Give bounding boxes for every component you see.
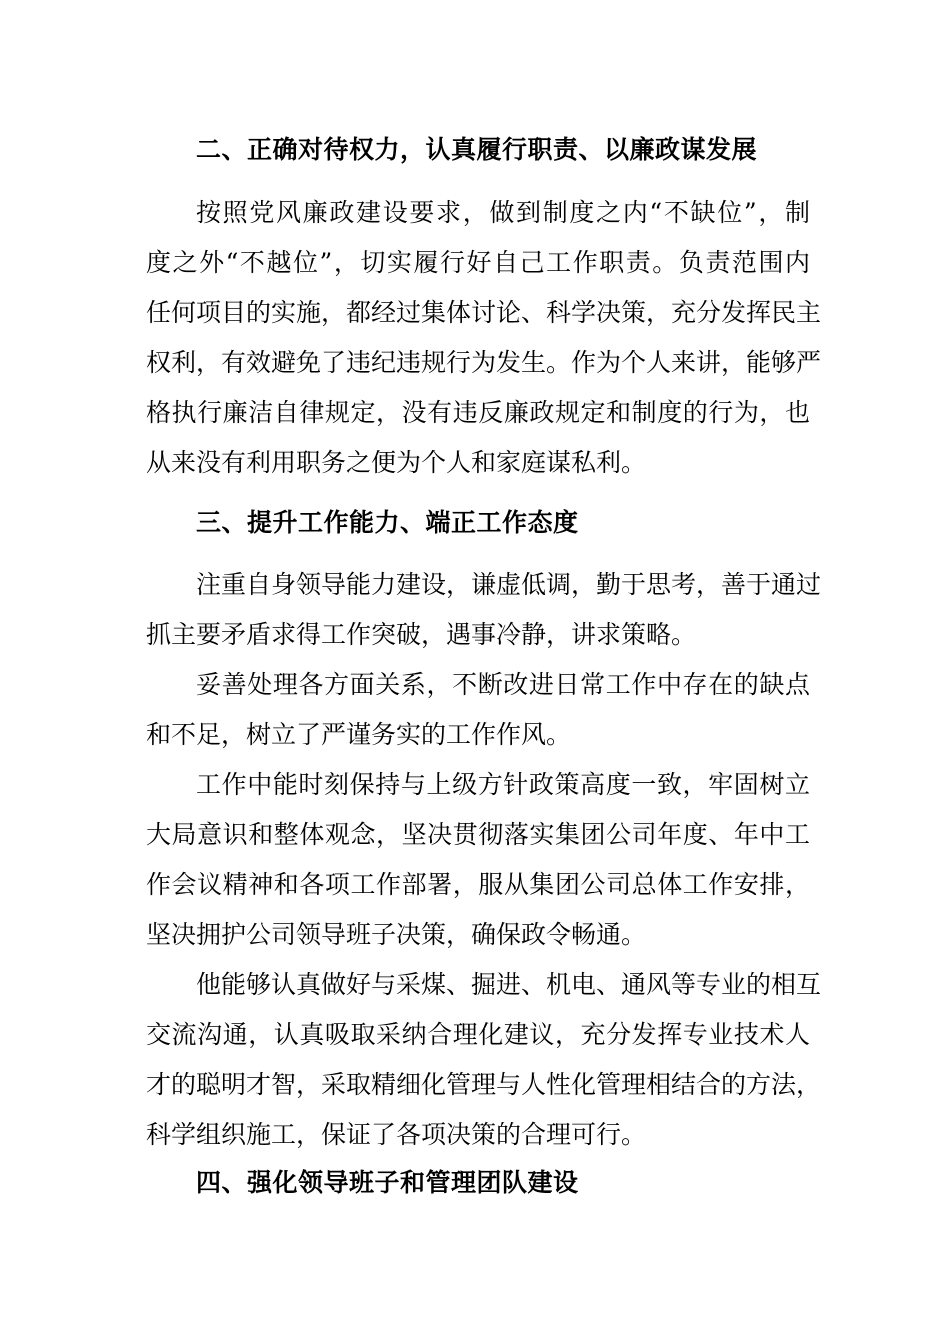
paragraph-line: 作会议精神和各项工作部署，服从集团公司总体工作安排，: [146, 870, 810, 899]
paragraph-line: 按照党风廉政建设要求，做到制度之内“不缺位”，制: [196, 198, 810, 227]
paragraph-line: 从来没有利用职务之便为个人和家庭谋私利。: [146, 448, 647, 477]
paragraph-line: 权利，有效避免了违纪违规行为发生。作为个人来讲，能够严: [146, 348, 822, 377]
paragraph-line: 任何项目的实施，都经过集体讨论、科学决策，充分发挥民主: [146, 298, 822, 327]
paragraph-line: 注重自身领导能力建设，谦虚低调，勤于思考，善于通过: [196, 570, 822, 599]
paragraph-line: 大局意识和整体观念，坚决贯彻落实集团公司年度、年中工: [146, 820, 810, 849]
paragraph-line: 抓主要矛盾求得工作突破，遇事冷静，讲求策略。: [146, 620, 697, 649]
paragraph-line: 才的聪明才智，采取精细化管理与人性化管理相结合的方法，: [146, 1070, 822, 1099]
paragraph-line: 和不足，树立了严谨务实的工作作风。: [146, 720, 572, 749]
paragraph-line: 坚决拥护公司领导班子决策，确保政令畅通。: [146, 920, 647, 949]
paragraph-line: 工作中能时刻保持与上级方针政策高度一致，牢固树立: [196, 770, 810, 799]
section-heading: 二、正确对待权力，认真履行职责、以廉政谋发展: [196, 135, 758, 164]
paragraph-line: 度之外“不越位”，切实履行好自己工作职责。负责范围内: [146, 248, 810, 277]
paragraph-line: 科学组织施工，保证了各项决策的合理可行。: [146, 1120, 647, 1149]
section-heading: 四、强化领导班子和管理团队建设: [196, 1168, 579, 1197]
paragraph-line: 他能够认真做好与采煤、掘进、机电、通风等专业的相互: [196, 970, 822, 999]
paragraph-line: 格执行廉洁自律规定，没有违反廉政规定和制度的行为，也: [146, 398, 810, 427]
paragraph-line: 妥善处理各方面关系，不断改进日常工作中存在的缺点: [196, 670, 810, 699]
paragraph-line: 交流沟通，认真吸取采纳合理化建议，充分发挥专业技术人: [146, 1020, 810, 1049]
section-heading: 三、提升工作能力、端正工作态度: [196, 508, 579, 537]
